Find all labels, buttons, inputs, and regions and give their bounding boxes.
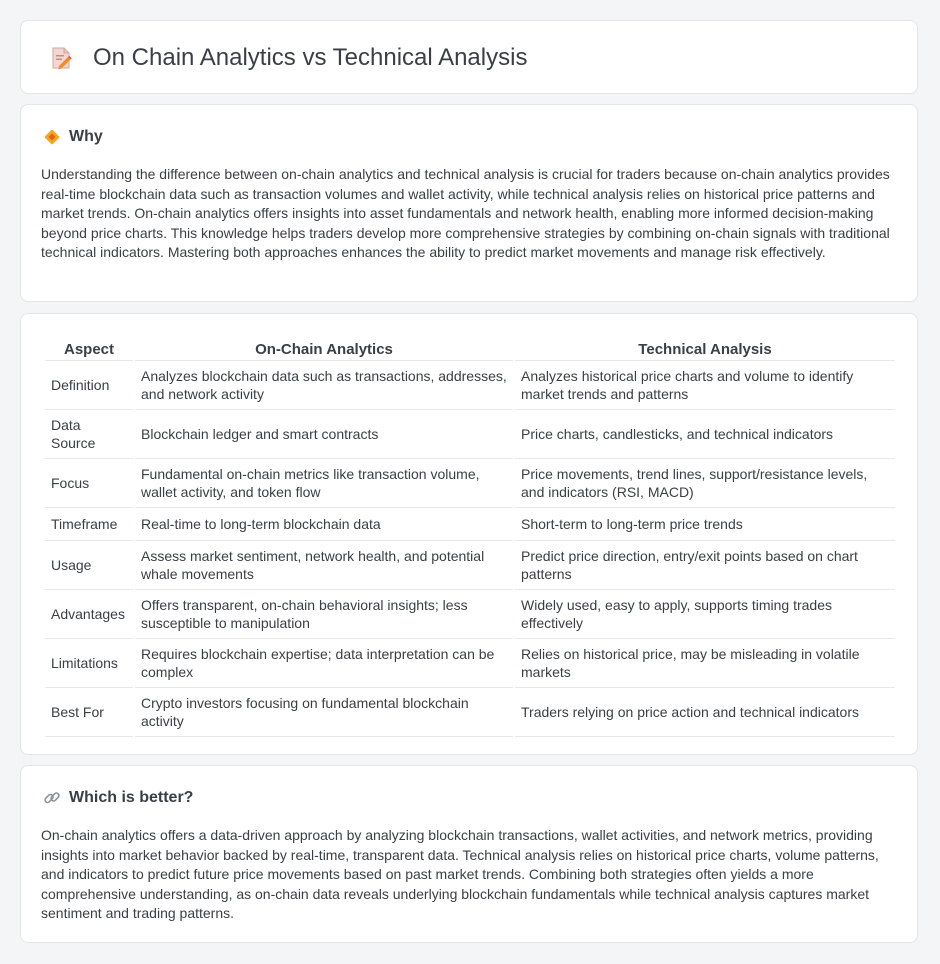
on-chain-cell: Requires blockchain expertise; data interpretation can be complex [135,639,513,688]
link-icon [43,789,61,807]
technical-cell: Analyzes historical price charts and volume to identify market trends and patterns [515,361,895,410]
technical-cell: Relies on historical price, may be misleading in volatile markets [515,639,895,688]
which-is-better-section [20,765,918,943]
column-header-technical: Technical Analysis [515,336,895,361]
aspect-cell: Data Source [45,410,133,459]
why-heading: Why [69,128,103,145]
aspect-cell: Focus [45,459,133,508]
table-row [45,459,895,508]
column-header-on-chain: On-Chain Analytics [135,336,513,361]
aspect-cell: Definition [45,361,133,410]
technical-cell: Traders relying on price action and technical indicators [515,688,895,737]
better-header [43,789,193,807]
aspect-cell: Timeframe [45,508,133,541]
comparison-table-card [20,313,918,755]
on-chain-cell: Assess market sentiment, network health, and potential whale movements [135,541,513,590]
why-text: Understanding the difference between on-chain analytics and technical analysis is crucial for traders because on-chain analytics provides real-time blockchain data such as transaction volumes and wallet activity, while technical analysis relies on historical price patterns and market trends. On-chain analytics offers insights into asset fundamentals and network health, enabling more informed decision-making beyond price charts. This knowledge helps traders develop more comprehensive strategies by combining on-chain signals with traditional technical indicators. Mastering both approaches enhances the ability to predict market movements and manage risk effectively. [41,166,890,260]
title-card [20,20,918,94]
aspect-cell: Limitations [45,639,133,688]
document-edit-icon [47,44,75,72]
on-chain-cell: Fundamental on-chain metrics like transaction volume, wallet activity, and token flow [135,459,513,508]
on-chain-cell: Offers transparent, on-chain behavioral insights; less susceptible to manipulation [135,590,513,639]
table-row [45,508,895,541]
on-chain-cell: Analyzes blockchain data such as transactions, addresses, and network activity [135,361,513,410]
aspect-cell: Advantages [45,590,133,639]
technical-cell: Widely used, easy to apply, supports timing trades effectively [515,590,895,639]
table-row [45,688,895,737]
technical-cell: Price movements, trend lines, support/resistance levels, and indicators (RSI, MACD) [515,459,895,508]
diamond-sign-icon [43,128,61,146]
table-row [45,541,895,590]
page-title: On Chain Analytics vs Technical Analysis [93,44,528,71]
on-chain-cell: Real-time to long-term blockchain data [135,508,513,541]
why-section [20,104,918,302]
column-header-aspect: Aspect [45,336,133,361]
aspect-cell: Best For [45,688,133,737]
technical-cell: Predict price direction, entry/exit points based on chart patterns [515,541,895,590]
better-heading: Which is better? [69,789,194,806]
better-text: On-chain analytics offers a data-driven approach by analyzing blockchain transactions, wallet activities, and network metrics, providing insights into market behavior backed by real-time, transparent data. Technical analysis relies on historical price charts, volume patterns, and indicators to predict future price movements based on past market trends. Combining both strategies often yields a more comprehensive understanding, as on-chain data reveals underlying blockchain fundamentals while technical analysis captures market sentiment and trading patterns. [41,827,879,921]
table-row [45,590,895,639]
why-header [43,128,103,146]
comparison-table [43,336,897,737]
aspect-cell: Usage [45,541,133,590]
table-row [45,639,895,688]
on-chain-cell: Crypto investors focusing on fundamental blockchain activity [135,688,513,737]
table-row [45,410,895,459]
table-row [45,361,895,410]
technical-cell: Price charts, candlesticks, and technical indicators [515,410,895,459]
on-chain-cell: Blockchain ledger and smart contracts [135,410,513,459]
table-header-row [45,336,895,361]
technical-cell: Short-term to long-term price trends [515,508,895,541]
